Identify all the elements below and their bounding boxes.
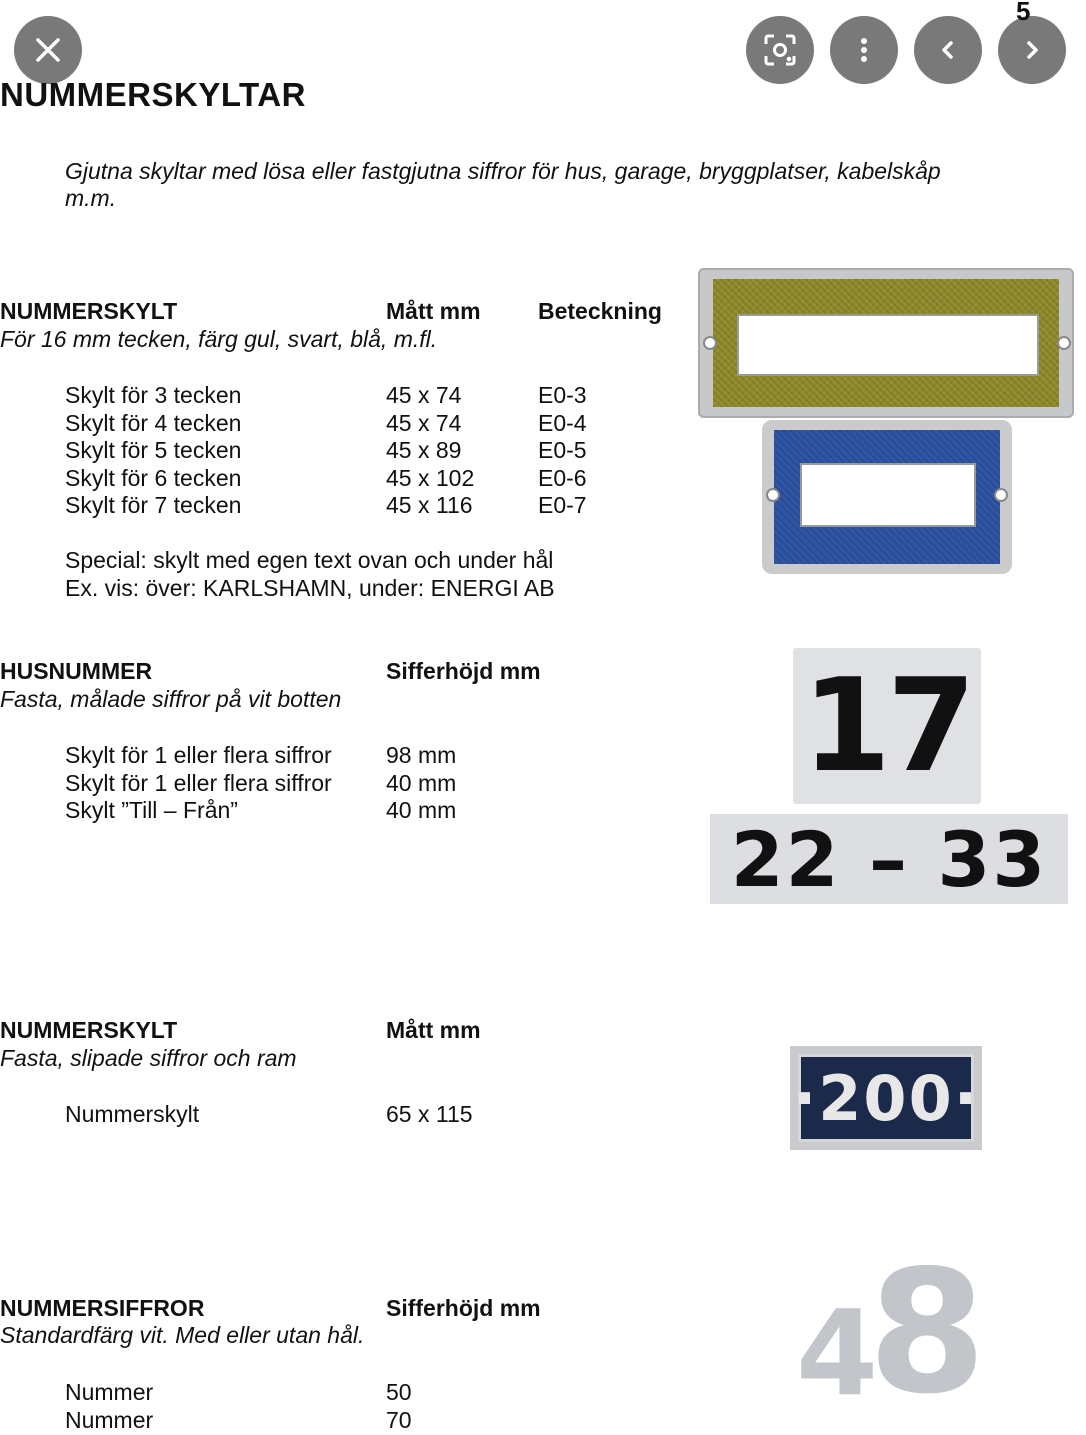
section1-heading: NUMMERSKYLT — [0, 298, 178, 324]
table-row — [0, 770, 680, 798]
row-size: 45 x 74 — [386, 409, 462, 436]
row-name: Skylt för 4 tecken — [65, 409, 242, 436]
section1-col-code: Beteckning — [538, 298, 662, 324]
row-value: 40 mm — [386, 797, 457, 823]
row-size: 45 x 74 — [386, 382, 462, 408]
row-value: 65 x 115 — [386, 1101, 473, 1127]
table-row — [0, 410, 680, 438]
row-size: 45 x 102 — [386, 464, 475, 491]
section2-subtitle: Fasta, målade siffror på vit botten — [0, 686, 342, 712]
table-row — [0, 742, 680, 770]
table-row — [0, 382, 680, 410]
row-name: Skylt för 7 tecken — [65, 492, 242, 518]
lens-button[interactable] — [746, 16, 814, 84]
page-number: 5 — [1016, 0, 1031, 26]
section2-table — [0, 742, 680, 826]
row-value: 50 — [386, 1379, 412, 1405]
table-row — [0, 797, 680, 825]
row-value: 40 mm — [386, 769, 457, 796]
more-vert-icon — [849, 35, 879, 65]
section3-heading: NUMMERSKYLT — [0, 1017, 178, 1043]
row-name: Skylt för 1 eller flera siffror — [65, 769, 332, 796]
chevron-right-icon — [1017, 35, 1047, 65]
section4-col-height: Sifferhöjd mm — [386, 1295, 541, 1321]
section4-table — [0, 1379, 680, 1435]
section3-col-size: Mått mm — [386, 1017, 481, 1043]
row-name: Skylt för 6 tecken — [65, 464, 242, 491]
section3-subtitle: Fasta, slipade siffror och ram — [0, 1045, 297, 1071]
special-note-line1: Special: skylt med egen text ovan och under hål — [65, 547, 554, 573]
more-options-button[interactable] — [830, 16, 898, 84]
row-name: Skylt för 5 tecken — [65, 437, 242, 463]
intro-text: Gjutna skyltar med lösa eller fastgjutna siffror för hus, garage, bryggplatser, kabelskåp m.m. — [65, 158, 941, 211]
table-row — [0, 437, 680, 465]
row-name: Nummerskylt — [65, 1101, 200, 1127]
section1-col-size: Mått mm — [386, 298, 481, 324]
row-name: Skylt för 3 tecken — [65, 382, 242, 408]
next-button[interactable] — [998, 16, 1066, 84]
row-code: E0-7 — [538, 492, 587, 518]
table-row — [0, 492, 680, 520]
house-number-plate-22-33: 22 – 33 — [710, 814, 1068, 904]
section1-subtitle: För 16 mm tecken, färg gul, svart, blå, m.fl. — [0, 326, 438, 352]
close-button[interactable] — [14, 16, 82, 84]
row-size: 45 x 116 — [386, 492, 473, 518]
section4-heading: NUMMERSIFFROR — [0, 1295, 205, 1321]
table-row — [0, 1379, 680, 1407]
chevron-left-icon — [933, 35, 963, 65]
section4-subtitle: Standardfärg vit. Med eller utan hål. — [0, 1322, 365, 1348]
section2-col-height: Sifferhöjd mm — [386, 658, 541, 684]
house-number-plate-17: 17 — [793, 648, 981, 804]
row-name: Skylt ”Till – Från” — [65, 797, 238, 823]
number-plate-200 — [790, 1046, 982, 1150]
yellow-plate-image — [698, 268, 1074, 418]
lens-icon — [762, 32, 798, 68]
row-value: 70 — [386, 1406, 412, 1433]
page-title: NUMMERSKYLTAR — [0, 76, 306, 113]
section2-heading: HUSNUMMER — [0, 658, 153, 684]
section3-table — [0, 1101, 680, 1129]
table-row — [0, 1101, 680, 1129]
table-row — [0, 465, 680, 493]
row-code: E0-3 — [538, 382, 587, 408]
row-code: E0-4 — [538, 409, 587, 436]
special-note-line2: Ex. vis: över: KARLSHAMN, under: ENERGI AB — [65, 575, 555, 601]
row-name: Nummer — [65, 1379, 154, 1405]
row-code: E0-5 — [538, 437, 587, 463]
row-size: 45 x 89 — [386, 437, 462, 463]
previous-button[interactable] — [914, 16, 982, 84]
plate-200-number: ·200· — [798, 1054, 974, 1142]
row-name: Nummer — [65, 1406, 154, 1433]
row-code: E0-6 — [538, 464, 587, 491]
row-value: 98 mm — [386, 742, 457, 768]
digit-large: 8 — [868, 1234, 987, 1432]
row-name: Skylt för 1 eller flera siffror — [65, 742, 332, 768]
blue-plate-image — [762, 420, 1012, 574]
digit-small: 4 — [796, 1284, 879, 1422]
close-icon — [33, 35, 63, 65]
table-row — [0, 1407, 680, 1435]
section1-table — [0, 382, 680, 522]
